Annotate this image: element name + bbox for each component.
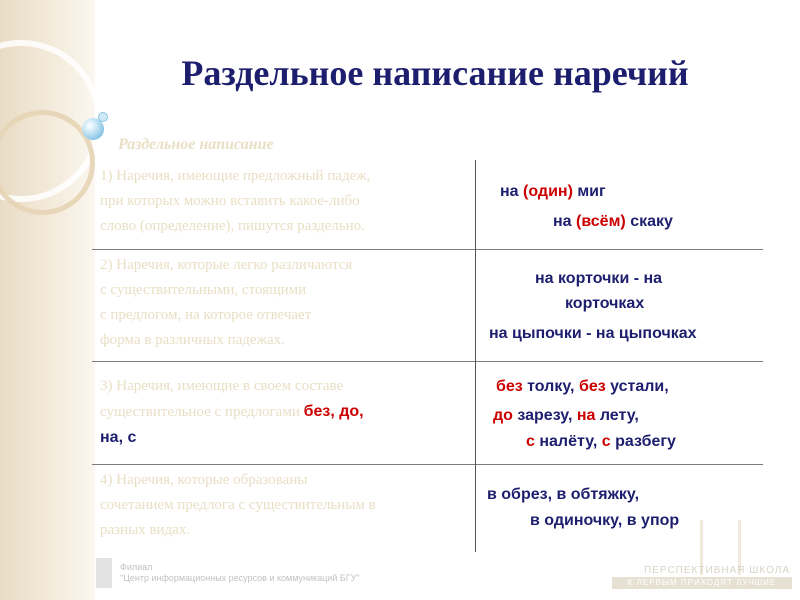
word: толку, <box>522 378 579 395</box>
word: устали, <box>605 378 669 395</box>
example-line: на корточки - на <box>535 270 663 287</box>
faint-header: Раздельное написание <box>118 136 274 153</box>
example-line <box>526 433 676 451</box>
faint-line: при которых можно вставить какое-либо <box>100 193 360 209</box>
small-bubble-icon <box>98 112 108 122</box>
university-logo-icon <box>96 558 112 588</box>
word: зарезу, <box>512 407 577 424</box>
preposition: на <box>576 407 596 424</box>
prepositions-highlight: без, до, <box>303 403 364 420</box>
example-line: в одиночку, в упор <box>530 512 680 529</box>
brand-slogan: К ЛЕРВЫМ ПРИХОДЯТ ЛУЧШИЕ <box>612 577 792 589</box>
word: разбегу <box>610 433 676 450</box>
faint-line: сочетанием предлога с существительным в <box>100 497 376 513</box>
footer-credit <box>120 562 360 584</box>
row-divider <box>92 464 763 465</box>
example-line <box>493 407 639 425</box>
word: миг <box>572 183 606 200</box>
faint-line: форма в различных падежах. <box>100 332 285 348</box>
footer-line: "Центр информационных ресурсов и коммуникаций БГУ" <box>120 573 360 583</box>
word: на <box>500 183 524 200</box>
footer-line: Филиал <box>120 562 153 572</box>
example-line: в обрез, в обтяжку, <box>487 486 640 503</box>
example-line: на цыпочки - на цыпочках <box>489 325 697 342</box>
faint-line: 2) Наречия, которые легко различаются <box>100 257 353 273</box>
faint-line: 1) Наречия, имеющие предложный падеж, <box>100 168 371 184</box>
faint-line: разных видах. <box>100 522 191 538</box>
faint-line: с предлогом, на которое отвечает <box>100 307 312 323</box>
faint-row-4 <box>100 468 465 543</box>
preposition: с <box>526 433 535 450</box>
inserted-word: (один) <box>523 183 573 200</box>
brand-name: ПЕРСПЕКТИВНАЯ ШКОЛА <box>644 565 790 576</box>
row-divider <box>92 361 763 362</box>
word: лету, <box>595 407 639 424</box>
example-line <box>496 378 669 396</box>
prepositions-highlight-2: на, с <box>100 429 137 446</box>
preposition: с <box>601 433 611 450</box>
word: на <box>553 213 577 230</box>
faint-row-3 <box>100 374 465 451</box>
example-line <box>500 183 606 201</box>
faint-line: с существительными, стоящими <box>100 282 307 298</box>
inserted-word: (всём) <box>576 213 626 230</box>
preposition: до <box>493 407 513 424</box>
example-line: корточках <box>565 295 645 312</box>
faint-text: существительное с предлогами <box>100 404 304 420</box>
example-line <box>553 213 673 231</box>
preposition: без <box>496 378 523 395</box>
faint-line: 4) Наречия, которые образованы <box>100 472 308 488</box>
faint-line: 3) Наречия, имеющие в своем составе <box>100 378 344 394</box>
row-divider <box>92 249 763 250</box>
faint-line: слово (определение), пишутся раздельно. <box>100 218 365 234</box>
faint-row-2 <box>100 253 465 353</box>
slide-title: Раздельное написание наречий <box>181 53 689 93</box>
word: налёту, <box>534 433 602 450</box>
preposition: без <box>578 378 606 395</box>
word: скаку <box>625 213 673 230</box>
faint-row-1 <box>100 164 465 239</box>
faint-line <box>100 399 465 425</box>
column-divider <box>475 160 476 552</box>
